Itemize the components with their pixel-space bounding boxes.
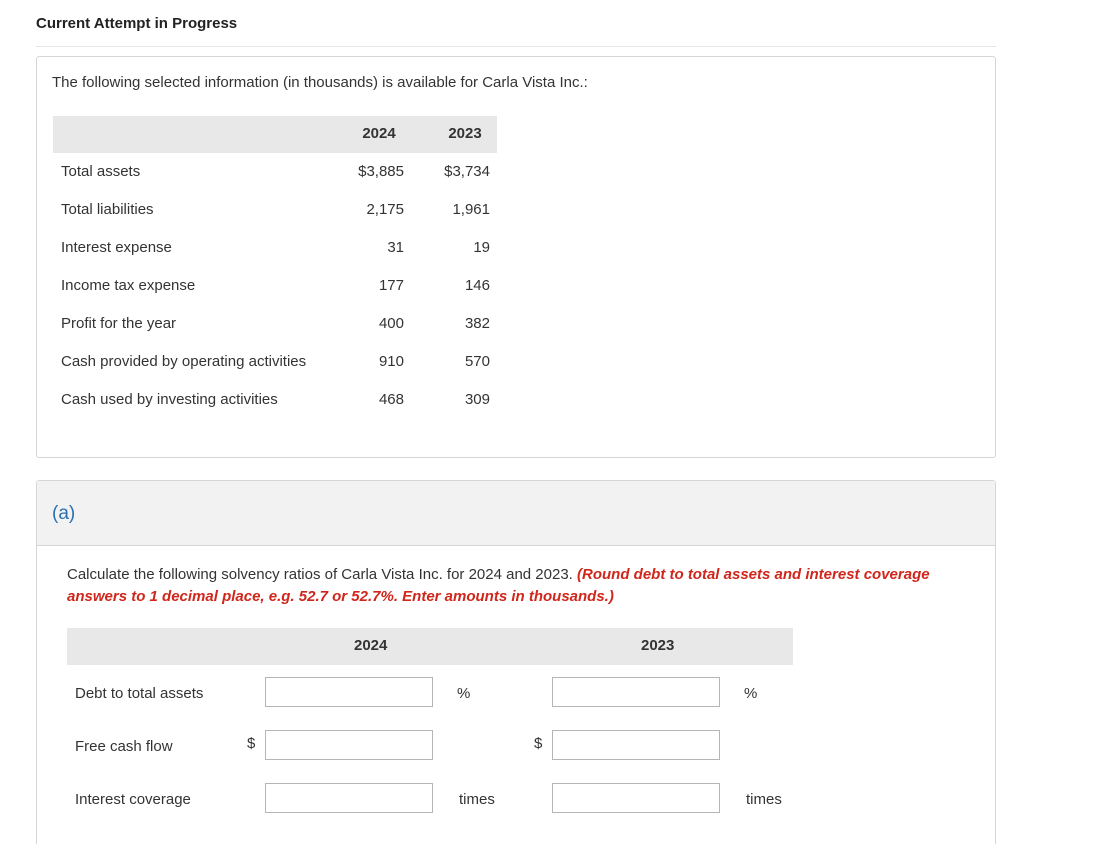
info-card bbox=[36, 56, 996, 458]
value-2024: 910 bbox=[378, 353, 404, 370]
times-unit: times bbox=[746, 791, 782, 808]
table-row bbox=[53, 229, 497, 267]
part-a-card bbox=[36, 480, 996, 844]
value-2023: $3,734 bbox=[444, 163, 490, 180]
row-label: Income tax expense bbox=[61, 277, 196, 294]
value-2024: 31 bbox=[387, 239, 404, 256]
value-2024: 2,175 bbox=[366, 201, 404, 218]
page-title: Current Attempt in Progress bbox=[36, 15, 238, 32]
value-2024: 400 bbox=[378, 315, 404, 332]
table-row bbox=[53, 305, 497, 343]
times-unit: times bbox=[459, 791, 495, 808]
value-2023: 19 bbox=[473, 239, 490, 256]
row-label: Total liabilities bbox=[61, 201, 154, 218]
part-label: (a) bbox=[52, 503, 76, 524]
debt-to-total-assets-2023-input[interactable] bbox=[552, 677, 720, 707]
column-header-2023: 2023 bbox=[641, 637, 675, 654]
free-cash-flow-2024-input[interactable] bbox=[265, 730, 433, 760]
value-2024: 177 bbox=[378, 277, 404, 294]
intro-text: The following selected information (in thousands) is available for Carla Vista Inc.: bbox=[52, 74, 588, 91]
interest-coverage-2023-input[interactable] bbox=[552, 783, 720, 813]
column-header-2024: 2024 bbox=[354, 637, 388, 654]
column-header-2024: 2024 bbox=[362, 125, 396, 142]
table-row bbox=[53, 381, 497, 419]
row-label: Interest expense bbox=[61, 239, 172, 256]
debt-to-total-assets-2024-input[interactable] bbox=[265, 677, 433, 707]
data-table bbox=[53, 116, 497, 419]
interest-coverage-label: Interest coverage bbox=[75, 791, 191, 808]
rounding-instruction: (Round debt to total assets and interest coverage answers to 1 decimal place, e.g. 52.7 or 52.7%. Enter amounts in thousands.) bbox=[67, 566, 930, 605]
value-2023: 382 bbox=[464, 315, 490, 332]
instruction-text: Calculate the following solvency ratios of Carla Vista Inc. for 2024 and 2023. bbox=[67, 566, 578, 583]
value-2023: 570 bbox=[464, 353, 490, 370]
row-label: Cash used by investing activities bbox=[61, 391, 278, 408]
table-row bbox=[53, 343, 497, 381]
part-a-header bbox=[37, 481, 995, 546]
row-label: Cash provided by operating activities bbox=[61, 353, 307, 370]
data-table-header bbox=[53, 116, 497, 153]
value-2023: 146 bbox=[464, 277, 490, 294]
value-2024: 468 bbox=[378, 391, 404, 408]
value-2023: 1,961 bbox=[452, 201, 490, 218]
free-cash-flow-label: Free cash flow bbox=[75, 738, 173, 755]
header-bar bbox=[36, 0, 996, 47]
percent-unit: % bbox=[744, 685, 758, 702]
table-row bbox=[53, 267, 497, 305]
dollar-sign: $ bbox=[534, 735, 543, 752]
dollar-sign: $ bbox=[247, 735, 256, 752]
percent-unit: % bbox=[457, 685, 471, 702]
table-row bbox=[53, 191, 497, 229]
debt-to-total-assets-label: Debt to total assets bbox=[75, 685, 204, 702]
value-2024: $3,885 bbox=[358, 163, 404, 180]
answer-table-header bbox=[67, 628, 793, 665]
row-label: Total assets bbox=[61, 163, 141, 180]
interest-coverage-2024-input[interactable] bbox=[265, 783, 433, 813]
free-cash-flow-2023-input[interactable] bbox=[552, 730, 720, 760]
instructions bbox=[67, 564, 947, 608]
value-2023: 309 bbox=[464, 391, 490, 408]
column-header-2023: 2023 bbox=[448, 125, 482, 142]
table-row bbox=[53, 153, 497, 191]
row-label: Profit for the year bbox=[61, 315, 177, 332]
